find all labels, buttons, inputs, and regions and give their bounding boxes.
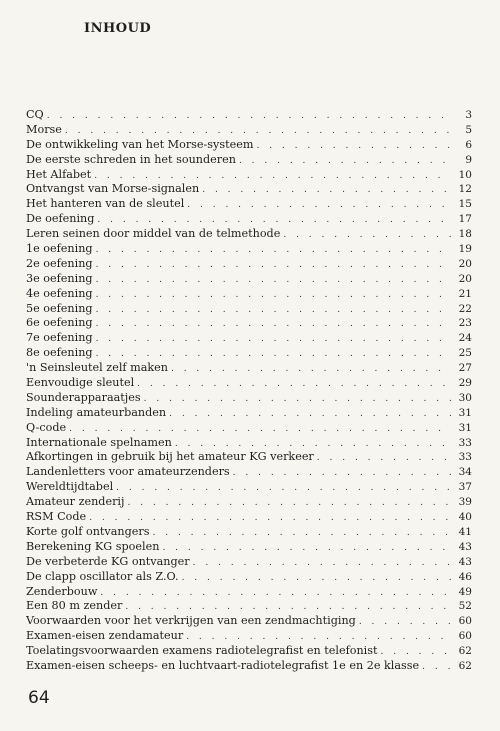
toc-entry-page: 29 — [458, 377, 472, 390]
toc-entry-label: 5e oefening — [26, 301, 93, 315]
toc-entry-label: Wereldtijdtabel — [26, 480, 114, 494]
toc-entry-label: Het hanteren van de sleutel — [26, 197, 185, 211]
toc-entry — [26, 510, 472, 525]
toc-entry-page: 6 — [465, 138, 472, 151]
toc-entry — [26, 138, 472, 153]
dot-leader — [125, 600, 451, 614]
page-title: INHOUD — [84, 21, 152, 36]
toc-entry-page: 41 — [458, 525, 472, 538]
toc-entry-label: Internationale spelnamen — [26, 435, 172, 449]
dot-leader — [137, 377, 451, 391]
toc-entry-label: De ontwikkeling van het Morse-systeem — [26, 137, 254, 151]
toc-entry-label: De oefening — [26, 212, 95, 226]
toc-entry — [26, 570, 472, 585]
dot-leader — [144, 392, 451, 406]
dot-leader — [359, 615, 451, 629]
dot-leader — [186, 630, 451, 644]
dot-leader — [175, 437, 451, 451]
dot-leader — [96, 258, 451, 272]
toc-entry — [26, 450, 472, 465]
toc-entry — [26, 421, 472, 436]
dot-leader — [171, 362, 451, 376]
toc-entry-page: 18 — [458, 228, 472, 241]
dot-leader — [94, 169, 451, 183]
dot-leader — [182, 571, 451, 585]
toc-entry-page: 20 — [458, 257, 472, 270]
toc-entry-label: Examen-eisen zendamateur — [26, 629, 184, 643]
toc-entry-label: 1e oefening — [26, 242, 93, 256]
toc-entry-label: Afkortingen in gebruik bij het amateur KG verkeer — [26, 450, 314, 464]
dot-leader — [96, 288, 451, 302]
dot-leader — [256, 139, 451, 153]
toc-entry-page: 39 — [458, 496, 472, 509]
toc-entry-page: 52 — [458, 600, 472, 613]
dot-leader — [127, 496, 451, 510]
toc-entry — [26, 197, 472, 212]
dot-leader — [96, 332, 451, 346]
toc-entry-page: 33 — [458, 451, 472, 464]
toc-entry-label: RSM Code — [26, 510, 87, 524]
toc-entry — [26, 153, 472, 168]
toc-entry-page: 23 — [458, 317, 472, 330]
toc-entry — [26, 540, 472, 555]
dot-leader — [100, 586, 451, 600]
toc-entry — [26, 316, 472, 331]
toc-entry — [26, 331, 472, 346]
dot-leader — [47, 109, 451, 123]
dot-leader — [169, 407, 451, 421]
dot-leader — [381, 645, 452, 659]
toc-entry-page: 34 — [458, 466, 472, 479]
toc-entry-label: Toelatingsvoorwaarden examens radiotelegrafist en telefonist — [26, 644, 378, 658]
toc-entry-label: CQ — [26, 108, 44, 121]
toc-entry-page: 10 — [458, 168, 472, 181]
toc-entry-label: Landenletters voor amateurzenders — [26, 465, 230, 479]
dot-leader — [239, 154, 451, 168]
toc-entry — [26, 525, 472, 540]
dot-leader — [97, 213, 451, 227]
toc-entry-page: 40 — [458, 511, 472, 524]
toc-entry — [26, 123, 472, 138]
dot-leader — [153, 526, 452, 540]
toc-entry-page: 24 — [458, 332, 472, 345]
toc-entry — [26, 555, 472, 570]
toc-entry — [26, 168, 472, 183]
toc-entry-page: 25 — [458, 347, 472, 360]
dot-leader — [65, 124, 451, 138]
dot-leader — [96, 317, 451, 331]
table-of-contents — [26, 108, 472, 674]
toc-entry-page: 43 — [458, 540, 472, 553]
dot-leader — [283, 228, 451, 242]
dot-leader — [187, 198, 451, 212]
toc-entry-page: 9 — [465, 153, 472, 166]
toc-entry-page: 43 — [458, 555, 472, 568]
toc-entry-label: Voorwaarden voor het verkrijgen van een zendmachtiging — [26, 614, 356, 628]
toc-entry-page: 19 — [458, 243, 472, 256]
toc-entry — [26, 644, 472, 659]
toc-entry-label: 2e oefening — [26, 256, 93, 270]
dot-leader — [96, 243, 451, 257]
dot-leader — [233, 466, 451, 480]
dot-leader — [69, 422, 451, 436]
toc-entry-label: Zenderbouw — [26, 584, 98, 598]
toc-entry-label: Sounderapparaatjes — [26, 390, 141, 404]
toc-entry — [26, 495, 472, 510]
toc-entry-page: 60 — [458, 615, 472, 628]
toc-entry-label: 3e oefening — [26, 271, 93, 285]
toc-entry-page: 49 — [458, 585, 472, 598]
toc-entry-page: 60 — [458, 630, 472, 643]
toc-entry-label: 7e oefening — [26, 331, 93, 345]
dot-leader — [422, 660, 451, 674]
toc-entry-label: Het Alfabet — [26, 167, 92, 181]
toc-entry-label: Ontvangst van Morse-signalen — [26, 182, 200, 196]
toc-entry — [26, 182, 472, 197]
toc-entry — [26, 287, 472, 302]
toc-entry-page: 33 — [458, 436, 472, 449]
dot-leader — [96, 347, 451, 361]
toc-entry-page: 46 — [458, 570, 472, 583]
toc-entry-label: Korte golf ontvangers — [26, 524, 150, 538]
toc-entry-label: De verbeterde KG ontvanger — [26, 554, 190, 568]
toc-entry — [26, 257, 472, 272]
toc-entry — [26, 480, 472, 495]
toc-entry-label: Examen-eisen scheeps- en luchtvaart-radiotelegrafist 1e en 2e klasse — [26, 658, 420, 672]
toc-entry-page: 22 — [458, 302, 472, 315]
toc-entry — [26, 599, 472, 614]
toc-entry-page: 27 — [458, 362, 472, 375]
toc-entry — [26, 242, 472, 257]
toc-entry — [26, 465, 472, 480]
toc-entry-page: 17 — [458, 213, 472, 226]
toc-entry-label: Berekening KG spoelen — [26, 539, 160, 553]
toc-entry — [26, 346, 472, 361]
toc-entry — [26, 585, 472, 600]
toc-entry-page: 20 — [458, 272, 472, 285]
toc-entry — [26, 376, 472, 391]
toc-entry-label: Q-code — [26, 420, 67, 434]
toc-entry-label: De eerste schreden in het sounderen — [26, 152, 236, 166]
toc-entry-label: De clapp oscillator als Z.O. — [26, 569, 179, 583]
toc-entry-page: 5 — [465, 123, 472, 136]
page-number: 64 — [28, 688, 50, 708]
toc-entry-label: 6e oefening — [26, 316, 93, 330]
dot-leader — [116, 481, 451, 495]
toc-entry-label: Leren seinen door middel van de telmethode — [26, 227, 281, 241]
toc-entry — [26, 108, 472, 123]
toc-entry-page: 31 — [458, 421, 472, 434]
dot-leader — [162, 541, 451, 555]
toc-entry-page: 12 — [458, 183, 472, 196]
toc-entry-label: 8e oefening — [26, 346, 93, 360]
toc-entry-label: Amateur zenderij — [26, 495, 125, 509]
toc-entry-label: Eenvoudige sleutel — [26, 376, 135, 390]
dot-leader — [193, 556, 451, 570]
toc-entry-label: Indeling amateurbanden — [26, 405, 167, 419]
toc-entry — [26, 391, 472, 406]
toc-entry — [26, 361, 472, 376]
toc-entry-label: Een 80 m zender — [26, 599, 123, 613]
dot-leader — [202, 183, 451, 197]
toc-entry-page: 21 — [458, 287, 472, 300]
toc-entry — [26, 302, 472, 317]
toc-entry — [26, 272, 472, 287]
toc-entry-page: 3 — [465, 109, 472, 121]
toc-entry-page: 37 — [458, 481, 472, 494]
toc-entry-label: 'n Seinsleutel zelf maken — [26, 361, 168, 375]
toc-entry — [26, 212, 472, 227]
toc-entry — [26, 406, 472, 421]
toc-entry — [26, 436, 472, 451]
toc-entry — [26, 614, 472, 629]
dot-leader — [96, 273, 451, 287]
toc-entry-page: 31 — [458, 406, 472, 419]
toc-entry-page: 62 — [458, 659, 472, 672]
dot-leader — [89, 511, 451, 525]
toc-entry — [26, 227, 472, 242]
dot-leader — [96, 303, 451, 317]
toc-entry-page: 62 — [458, 645, 472, 658]
toc-entry-label: 4e oefening — [26, 286, 93, 300]
toc-entry — [26, 629, 472, 644]
toc-entry-label: Morse — [26, 122, 62, 136]
toc-entry-page: 15 — [458, 198, 472, 211]
toc-entry — [26, 659, 472, 674]
dot-leader — [317, 451, 451, 465]
toc-entry-page: 30 — [458, 391, 472, 404]
